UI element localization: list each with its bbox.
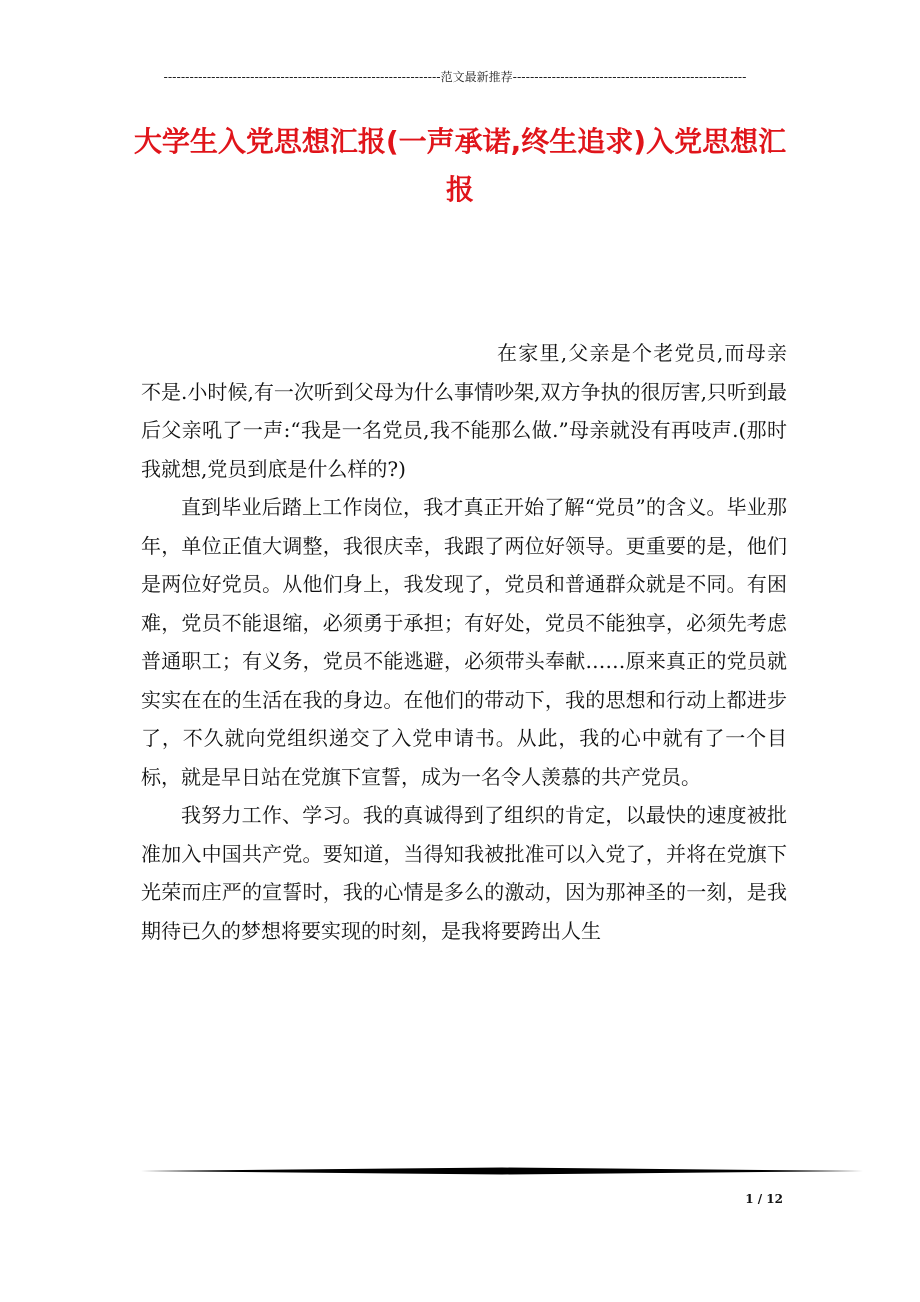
paragraph-1: 在家里,父亲是个老党员,而母亲不是.小时候,有一次听到父母为什么事情吵架,双方争执的很厉害,只听到最后父亲吼了一声:“我是一名党员,我不能那么做.”母亲就没有再吱声.(那时我就想,党员到底是什么样的?) — [141, 341, 787, 481]
document-body — [141, 334, 787, 950]
paragraph-2: 直到毕业后踏上工作岗位，我才真正开始了解“党员”的含义。毕业那年，单位正值大调整，我很庆幸，我跟了两位好领导。更重要的是，他们是两位好党员。从他们身上，我发现了，党员和普通群众就是不同。有困难，党员不能退缩，必须勇于承担；有好处，党员不能独享，必须先考虑普通职工；有义务，党员不能逃避，必须带头奉献……原来真正的党员就实实在在的生活在我的身边。在他们的带动下，我的思想和行动上都进步了，不久就向党组织递交了入党申请书。从此，我的心中就有了一个目标，就是早日站在党旗下宣誓，成为一名令人羡慕的共产党员。 — [141, 495, 787, 789]
page-header-banner: ----------------------------------------------------------------范文最新推荐------------------------------------------------------ — [163, 70, 747, 84]
document-title: 大学生入党思想汇报(一声承诺,终生追求)入党思想汇报 — [133, 125, 787, 206]
footer-divider — [141, 1167, 863, 1175]
page-number: 1 / 12 — [745, 1192, 783, 1206]
paragraph-3: 我努力工作、学习。我的真诚得到了组织的肯定，以最快的速度被批准加入中国共产党。要知道，当得知我被批准可以入党了，并将在党旗下光荣而庄严的宣誓时，我的心情是多么的激动，因为那神圣的一刻，是我期待已久的梦想将要实现的时刻，是我将要跨出人生 — [141, 803, 787, 943]
